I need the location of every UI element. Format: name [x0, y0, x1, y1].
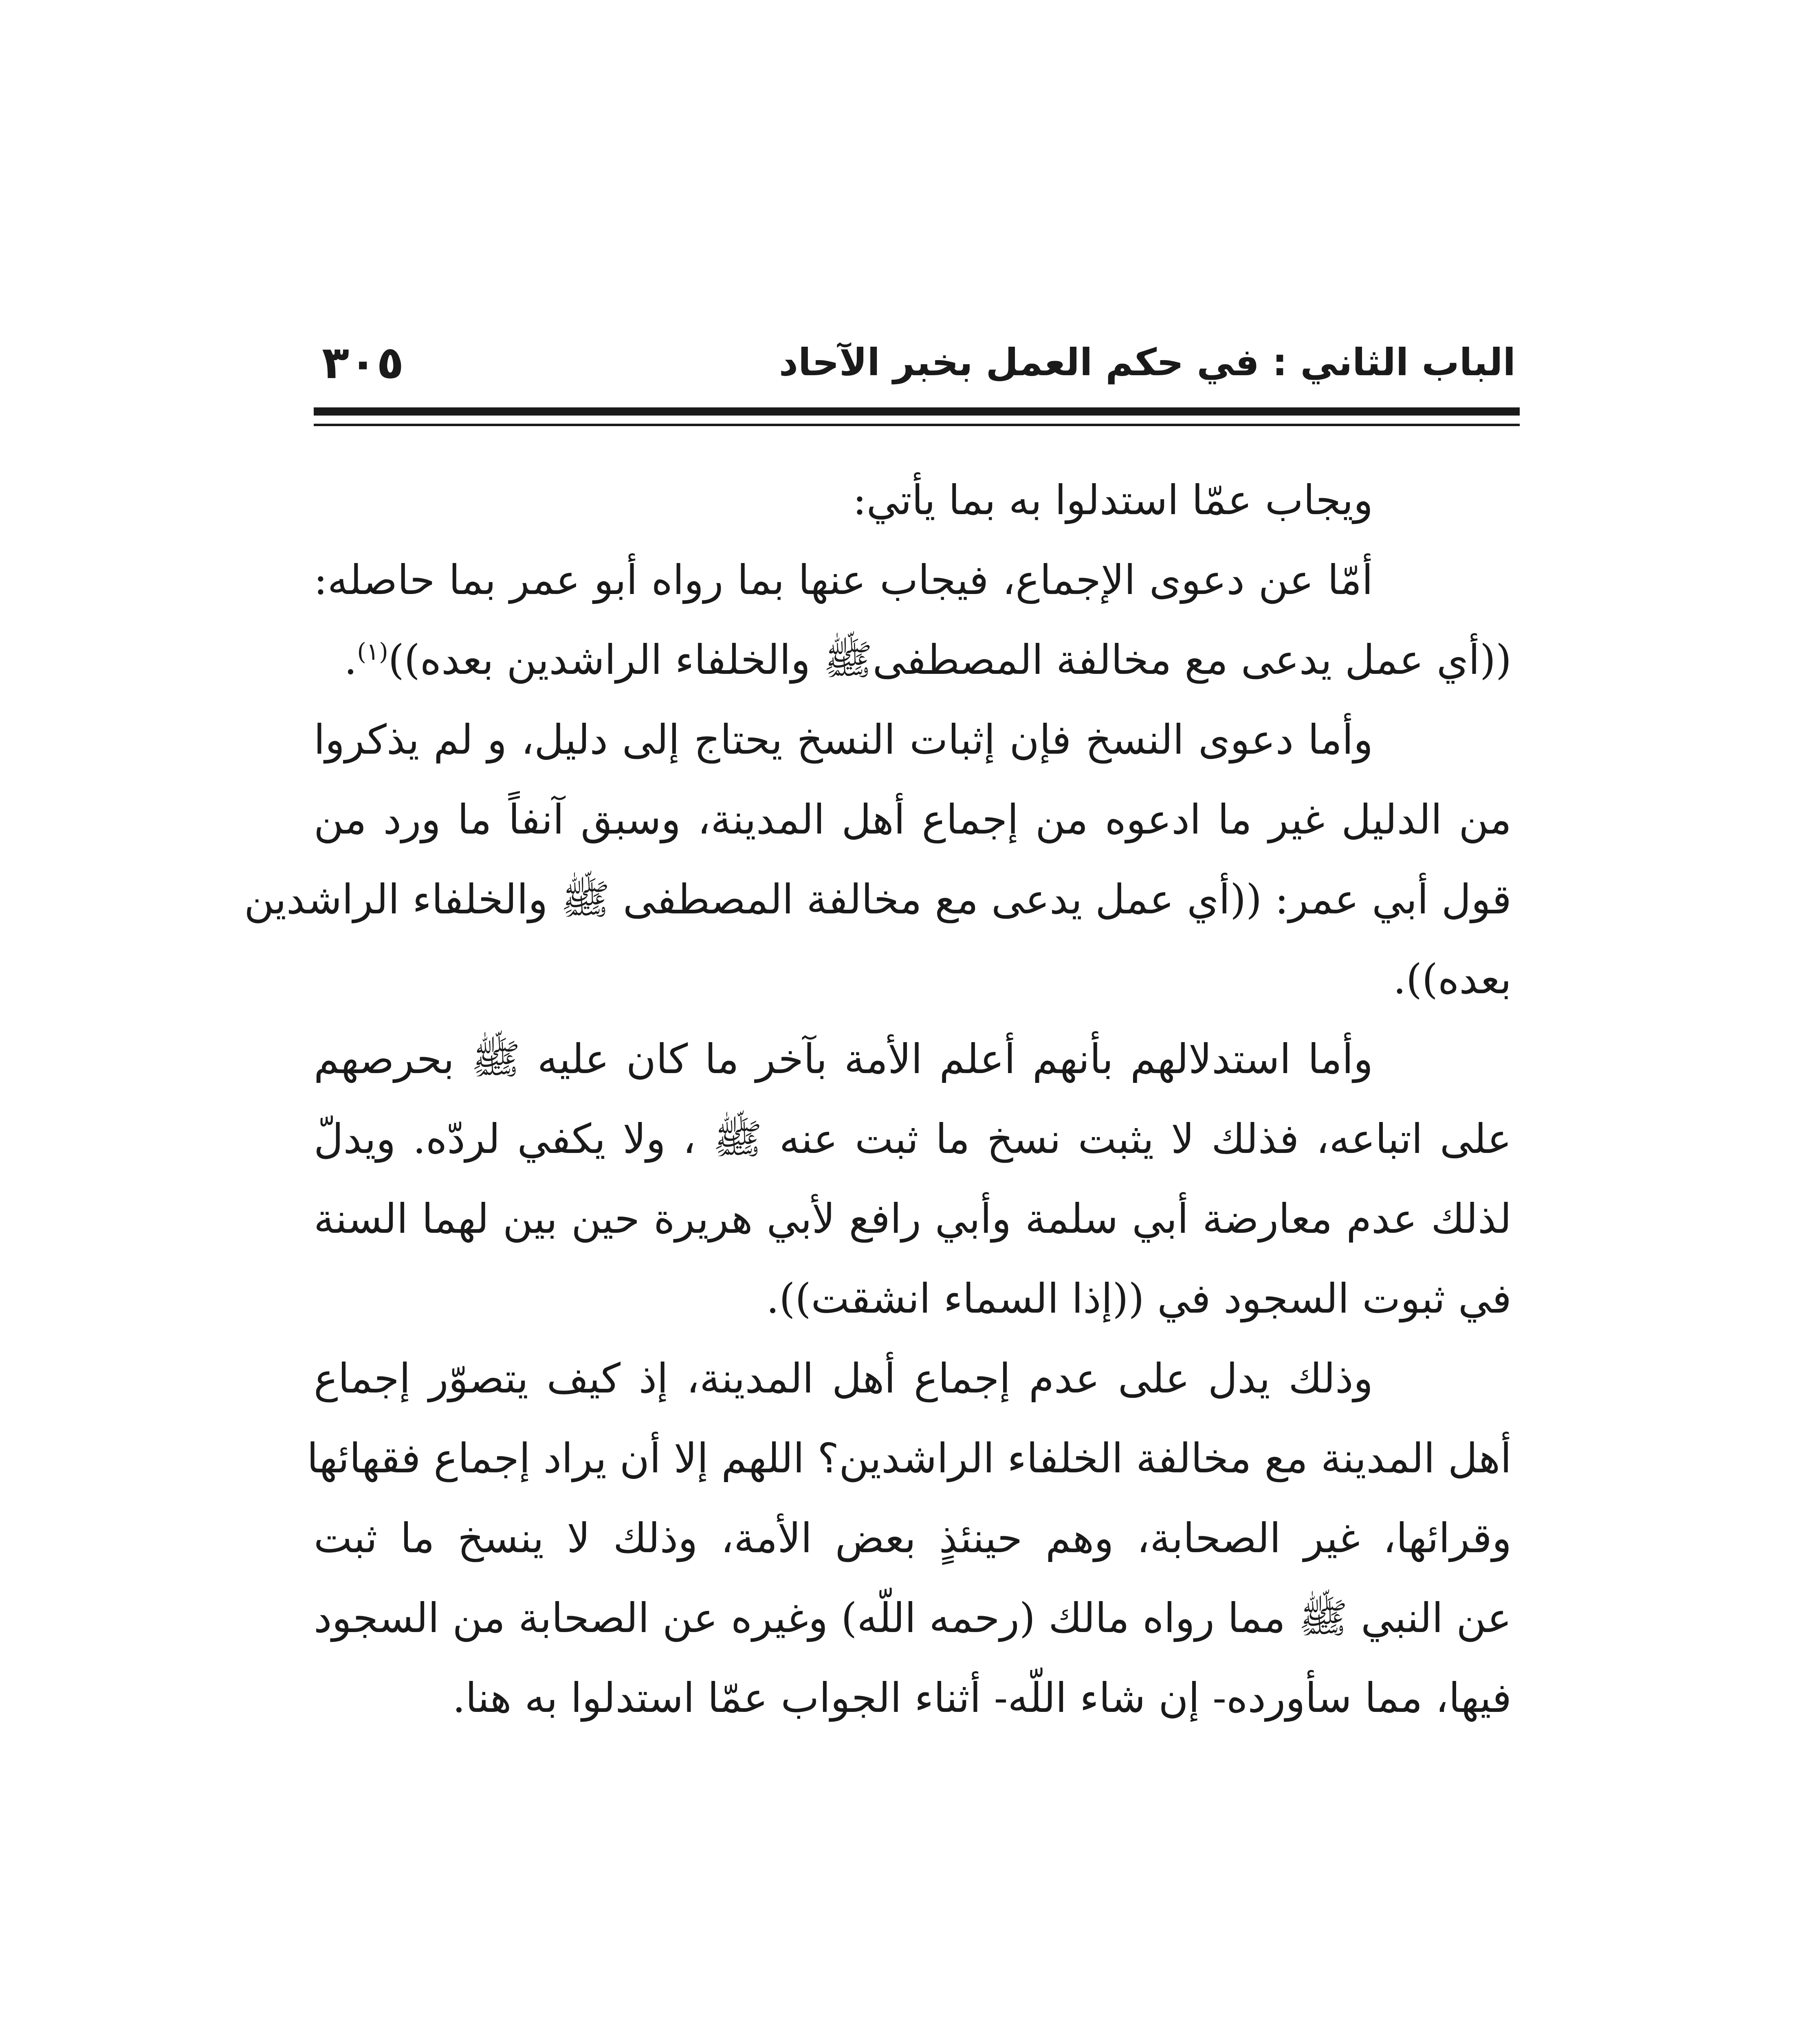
- text-line: عن النبي ﷺ مما رواه مالك (رحمه اللّه) وغيره عن الصحابة من السجود: [314, 1594, 1512, 1642]
- text-line: وأما استدلالهم بأنهم أعلم الأمة بآخر ما كان عليه ﷺ بحرصهم: [314, 1035, 1373, 1083]
- text-line: ويجاب عمّا استدلوا به بما يأتي:: [852, 476, 1373, 524]
- text-line: قول أبي عمر: ((أي عمل يدعى مع مخالفة المصطفى ﷺ والخلفاء الراشدين: [244, 876, 1512, 923]
- quote-text: ((أي عمل يدعى مع مخالفة المصطفىﷺ والخلفاء الراشدين بعده)): [388, 636, 1512, 684]
- header-rule-thick: [314, 407, 1520, 416]
- text-line: وقرائها، غير الصحابة، وهم حينئذٍ بعض الأمة، وذلك لا ينسخ ما ثبت: [314, 1514, 1512, 1562]
- text-line: فيها، مما سأورده- إن شاء اللّه- أثناء الجواب عمّا استدلوا به هنا.: [452, 1674, 1512, 1722]
- page-number: ٣٠٥: [322, 337, 404, 389]
- text-line: من الدليل غير ما ادعوه من إجماع أهل المدينة، وسبق آنفاً ما ورد من: [314, 796, 1512, 843]
- header-rule-thin: [314, 424, 1520, 426]
- text-line: بعده)).: [1393, 955, 1512, 1003]
- text-line: وأما دعوى النسخ فإن إثبات النسخ يحتاج إلى دليل، و لم يذكروا: [314, 716, 1373, 763]
- text-line: ((أي عمل يدعى مع مخالفة المصطفىﷺ والخلفاء الراشدين بعده))$^{(١)}$.: [344, 636, 1512, 684]
- page-header: [310, 334, 1516, 403]
- text-line: على اتباعه، فذلك لا يثبت نسخ ما ثبت عنه ﷺ ، ولا يكفي لردّه. ويدلّ: [314, 1115, 1512, 1163]
- text-line: في ثبوت السجود في ((إذا السماء انشقت)).: [766, 1275, 1512, 1322]
- footnote-reference: (١): [357, 638, 388, 666]
- text-line: لذلك عدم معارضة أبي سلمة وأبي رافع لأبي هريرة حين بين لهما السنة: [314, 1195, 1512, 1243]
- text-line: وذلك يدل على عدم إجماع أهل المدينة، إذ كيف يتصوّر إجماع: [314, 1355, 1373, 1402]
- main-text: [244, 460, 1512, 1738]
- chapter-title: الباب الثاني : في حكم العمل بخبر الآحاد: [779, 341, 1516, 384]
- text-line: أمّا عن دعوى الإجماع، فيجاب عنها بما رواه أبو عمر بما حاصله:: [314, 556, 1373, 604]
- text-line: أهل المدينة مع مخالفة الخلفاء الراشدين؟ اللهم إلا أن يراد إجماع فقهائها: [307, 1434, 1512, 1482]
